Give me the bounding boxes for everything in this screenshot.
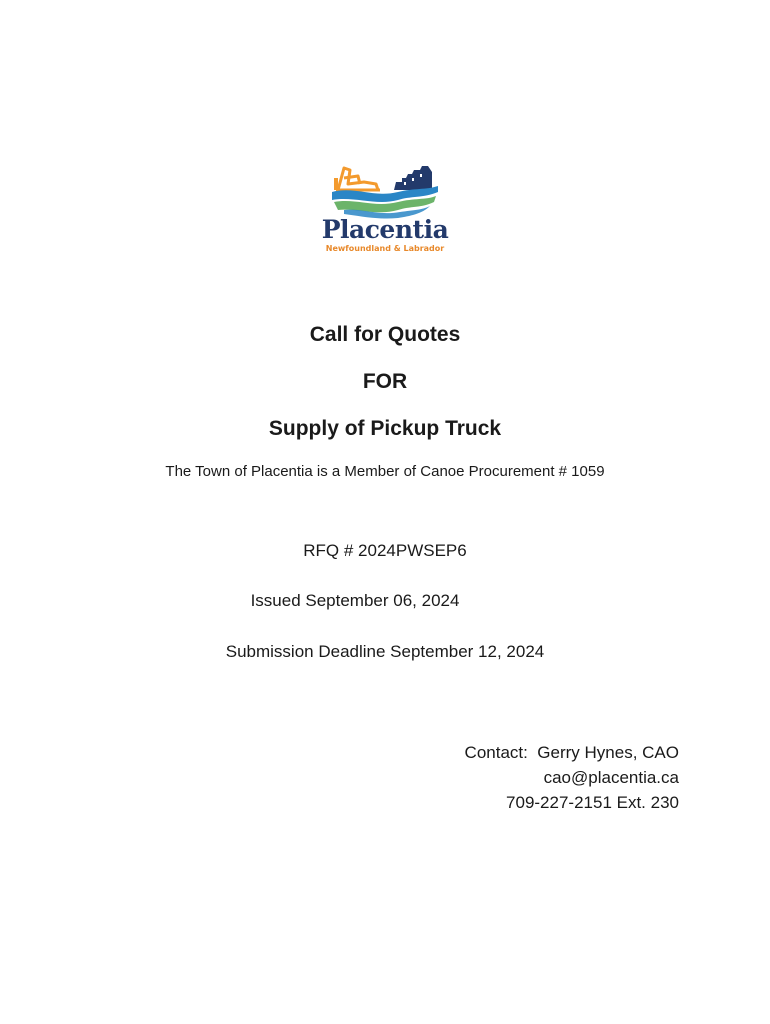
- rfq-number: RFQ # 2024PWSEP6: [303, 541, 467, 560]
- contact-block: [465, 740, 679, 815]
- placentia-logo-graphic: [314, 160, 456, 220]
- document-title: Call for Quotes: [309, 323, 461, 346]
- membership-statement: The Town of Placentia is a Member of Canoe Procurement # 1059: [165, 463, 605, 480]
- logo-wordmark: Placentia: [321, 215, 449, 244]
- contact-phone: 709-227-2151 Ext. 230: [506, 793, 679, 812]
- contact-name: Contact: Gerry Hynes, CAO: [464, 743, 679, 762]
- logo-subtitle: Newfoundland & Labrador: [325, 244, 445, 253]
- document-subject: Supply of Pickup Truck: [268, 417, 502, 440]
- submission-deadline: Submission Deadline September 12, 2024: [225, 642, 545, 661]
- document-title-for: FOR: [362, 370, 408, 393]
- issued-date: Issued September 06, 2024: [250, 591, 460, 610]
- contact-email[interactable]: cao@placentia.ca: [543, 768, 679, 787]
- placentia-logo: [314, 160, 456, 256]
